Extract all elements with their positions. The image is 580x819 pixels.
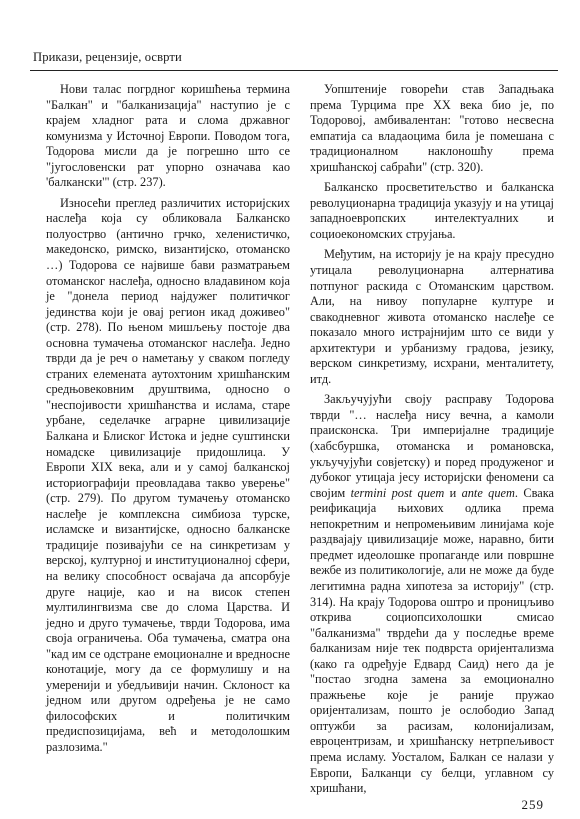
page-number: 259 xyxy=(521,797,544,812)
paragraph: Нови талас погрдног коришћења термина "Балкан" и "балканизација" наступио је с крајем хладног рата и слома државног комунизма у Источној Европи. Поводом тога, Тодорова мисли да је погрешно што се "југословенски рат упорно означава као 'балкански'" (стр. 237). xyxy=(46,82,290,190)
text-run: Закључујући своју расправу Тодорова тврди "… наслеђа нису вечна, а камоли праисконска. Три империјалне традиције (хабсбуршка, отоманска и романовска, укључујући совјетску) и поред продуженог и дубоког утицаја јесу историјски феномени са својим xyxy=(310,392,554,500)
latin-term: ante quem xyxy=(461,485,515,500)
paragraph: Износећи преглед различитих историјских наслеђа која су обликовала Балканско полуострво (антично грчко, хеленистичко, македонско, римско, византијско, отоманско …) Тодорова се највише бави разматрањем отоманског наслеђа, односно владавином која је "донела период најдужег политичког јединства који је овај регион икад доживео" (стр. 278). По њеном мишљењу постоје два основна тумачења отоманског наслеђа. Једно тврди да је реч о наметању у сваком погледу страних елемената аутохтоним хришћанским средњовековним друштвима, односно о "неспојивости хришћанства и ислама, старе урбане, седелачке аграрне цивилизације Балкана и Блиског Истока и једне суштински номадске цивилизације придошлица. У Европи XIX века, али и у самој балканској историографији преовладава такво уверење" (стр. 279). По другом тумачењу отоманско наслеђе је комплексна симбиоза турске, исламске и византијске, односно балканске традиције позивајући се на синкретизам у верској, културној и институционалној сфери, на велику способност освајача да апсорбује друге нације, као и на висок степен мултилингвизма све до слома Царства. И једно и друго тумачење, тврди Тодорова, има своја ограничења. Оба тумачења, сматра она "кад им се одстране емоционалне и вредносне конотације, могу да се формулишу и на умеренији и убедљивији начин. Склоност ка једном или другом одређења је не само философских и политичким предиспозицијама, већ и методолошким разлозима." xyxy=(46,195,290,754)
left-column xyxy=(46,82,290,761)
paragraph xyxy=(310,392,554,796)
paragraph: Балканско просветитељство и балканска револуционарна традиција указују и на утицај западноевропских интелектуалних и социоекономских струјања. xyxy=(310,180,554,241)
right-column xyxy=(310,82,554,802)
latin-term: termini post quem xyxy=(350,485,445,500)
header-rule xyxy=(30,70,558,71)
paragraph: Уопштеније говорећи став Западњака према Турцима пре XX века био је, по Тодоровој, амбивалентан: "готово несвесна емпатија са владаоцима била је помешана с традиционалном наклоношћу према хришћанској сабраћи" (стр. 320). xyxy=(310,82,554,174)
paragraph: Међутим, на историју је на крају пресудно утицала револуционарна алтернатива потпуног раскида с Отоманским царством. Али, на нивоу популарне културе и свакодневног живота отоманско наслеђе се показало много истрајнијим што се види у архитектури и урбанизму градова, језику, верском синкретизму, исхрани, менталитету, итд. xyxy=(310,247,554,386)
text-run: и xyxy=(444,485,462,500)
text-run: . Свака реификација њихових одлика према непокретним и непромењивим линијама које раздвајају цивилизације може, наравно, бити предмет идеолошке пропаганде или површне вежбе из политикологије, али не може да буде легитимна радна хипотеза за историју" (стр. 314). На крају Тодорова оштро и проницљиво открива социопсихолошки смисао "балканизма" тврдећи да у последње време балканизам није тек подврста оријентализма (како га одређује Едвард Саид) него да је "постао згодна замена за емоционално пражњење које је раније пружао оријентализам, пошто је ослободио Запад оптужби за расизам, колонијализам, евроцентризам, и хришћанску нетрпељивост према исламу. Уосталом, Балкан се налази у Европи, Балканци су белци, углавном су хришћани, xyxy=(310,485,555,796)
running-head: Прикази, рецензије, осврти xyxy=(33,50,182,64)
